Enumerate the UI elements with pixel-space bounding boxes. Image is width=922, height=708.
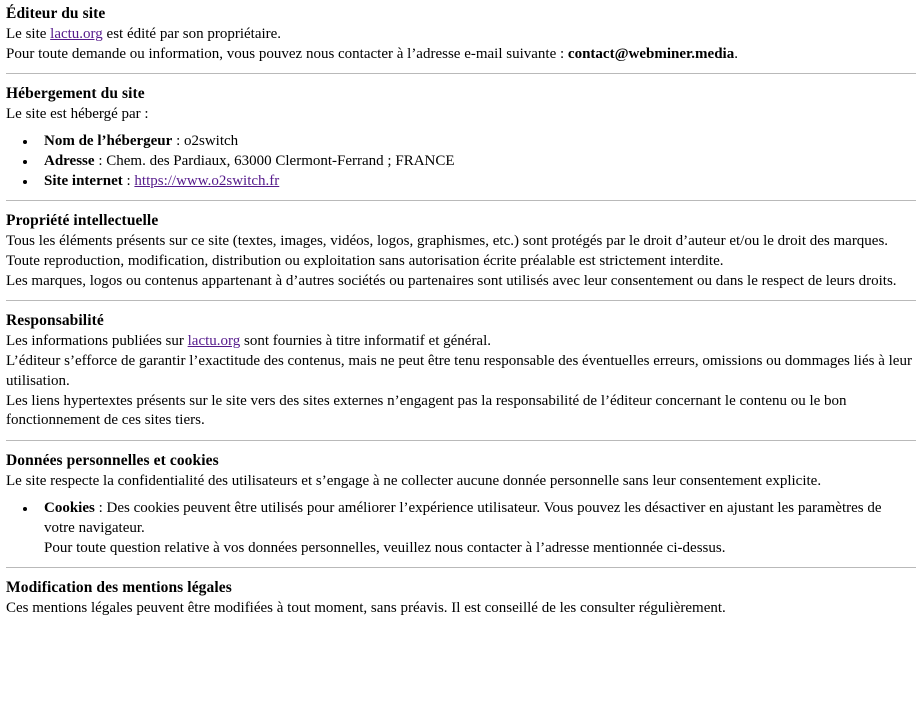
hosting-item-label-website: Site internet <box>44 173 123 190</box>
hosting-item-sep-address: : <box>94 153 107 170</box>
hosting-item-value-name: o2switch <box>183 132 239 149</box>
divider-4 <box>6 440 916 441</box>
section-title-responsabilite: Responsabilité <box>6 312 104 330</box>
personal-data-intro: Le site respecte la confidentialité des utilisateurs et s’engage à ne collecter aucune donnée personnelle sans leur consentement explicite. <box>6 472 822 489</box>
editor-line-2-suffix: . <box>734 45 738 62</box>
section-hebergement-du-site <box>6 84 916 191</box>
hosting-item-sep-name: : <box>172 132 184 149</box>
hosting-list <box>6 131 916 191</box>
section-donnees-personnelles-cookies <box>6 451 916 558</box>
liability-line-1 <box>6 332 916 352</box>
contact-email: contact@webminer.media <box>567 45 735 62</box>
cookies-item-value: Des cookies peuvent être utilisés pour améliorer l’expérience utilisateur. Vous pouvez les désactiver en ajustant les paramètres de votre navigateur. <box>44 499 882 536</box>
list-item <box>37 171 916 191</box>
divider-1 <box>6 73 916 74</box>
lactu-org-link-2[interactable]: lactu.org <box>187 333 241 350</box>
modification-paragraph: Ces mentions légales peuvent être modifiées à tout moment, sans préavis. Il est conseillé de les consulter régulièrement. <box>6 599 726 616</box>
list-item <box>37 498 916 558</box>
ip-paragraph-2: Toute reproduction, modification, distribution ou exploitation sans autorisation écrite préalable est strictement interdite. <box>6 252 724 269</box>
list-item <box>37 131 916 151</box>
hosting-intro: Le site est hébergé par : <box>6 106 149 123</box>
cookies-item-sep: : <box>94 499 107 516</box>
divider-3 <box>6 300 916 301</box>
hosting-item-label-name: Nom de l’hébergeur <box>44 132 173 149</box>
section-propriete-intellectuelle <box>6 211 916 291</box>
liability-line-1-suffix: sont fournies à titre informatif et général. <box>240 333 492 350</box>
section-title-propriete: Propriété intellectuelle <box>6 212 159 230</box>
divider-2 <box>6 200 916 201</box>
lactu-org-link[interactable]: lactu.org <box>50 25 103 42</box>
divider-5 <box>6 567 916 568</box>
liability-paragraph-2: Les liens hypertextes présents sur le site vers des sites externes n’engagent pas la responsabilité de l’éditeur concernant le contenu ou le bon fonctionnement de ces sites tiers. <box>6 392 847 429</box>
hosting-item-value-address: Chem. des Pardiaux, 63000 Clermont-Ferrand ; FRANCE <box>106 153 455 170</box>
section-editeur-du-site <box>6 4 916 64</box>
section-title-modification: Modification des mentions légales <box>6 578 232 596</box>
editor-line-2-prefix: Pour toute demande ou information, vous pouvez nous contacter à l’adresse e-mail suivante : <box>6 45 568 62</box>
hosting-item-label-address: Adresse <box>44 153 95 170</box>
editor-line-1-suffix: est édité par son propriétaire. <box>102 25 282 42</box>
cookies-list <box>6 498 916 558</box>
editor-line-1 <box>6 25 916 45</box>
cookies-item-followup: Pour toute question relative à vos données personnelles, veuillez nous contacter à l’adresse mentionnée ci-dessus. <box>44 539 726 556</box>
cookies-item-label: Cookies <box>44 499 95 516</box>
section-modification-mentions-legales <box>6 578 916 619</box>
section-title-donnees-personnelles: Données personnelles et cookies <box>6 452 219 470</box>
o2switch-website-link[interactable]: https://www.o2switch.fr <box>134 173 280 190</box>
ip-paragraph-3: Les marques, logos ou contenus appartenant à d’autres sociétés ou partenaires sont utilisés avec leur consentement ou dans le respect de leurs droits. <box>6 272 897 289</box>
ip-paragraph-1: Tous les éléments présents sur ce site (textes, images, vidéos, logos, graphismes, etc.) sont protégés par le droit d’auteur et/ou le droit des marques. <box>6 232 889 249</box>
editor-line-2 <box>6 45 916 65</box>
list-item <box>37 151 916 171</box>
hosting-item-sep-website: : <box>122 173 135 190</box>
section-responsabilite <box>6 311 916 431</box>
section-title-editeur: Éditeur du site <box>6 5 106 22</box>
editor-line-1-prefix: Le site <box>6 25 51 42</box>
liability-paragraph-1: L’éditeur s’efforce de garantir l’exactitude des contenus, mais ne peut être tenu responsable des éventuelles erreurs, omissions ou dommages liés à leur utilisation. <box>6 352 912 389</box>
section-title-hebergement: Hébergement du site <box>6 85 145 103</box>
liability-line-1-prefix: Les informations publiées sur <box>6 333 188 350</box>
